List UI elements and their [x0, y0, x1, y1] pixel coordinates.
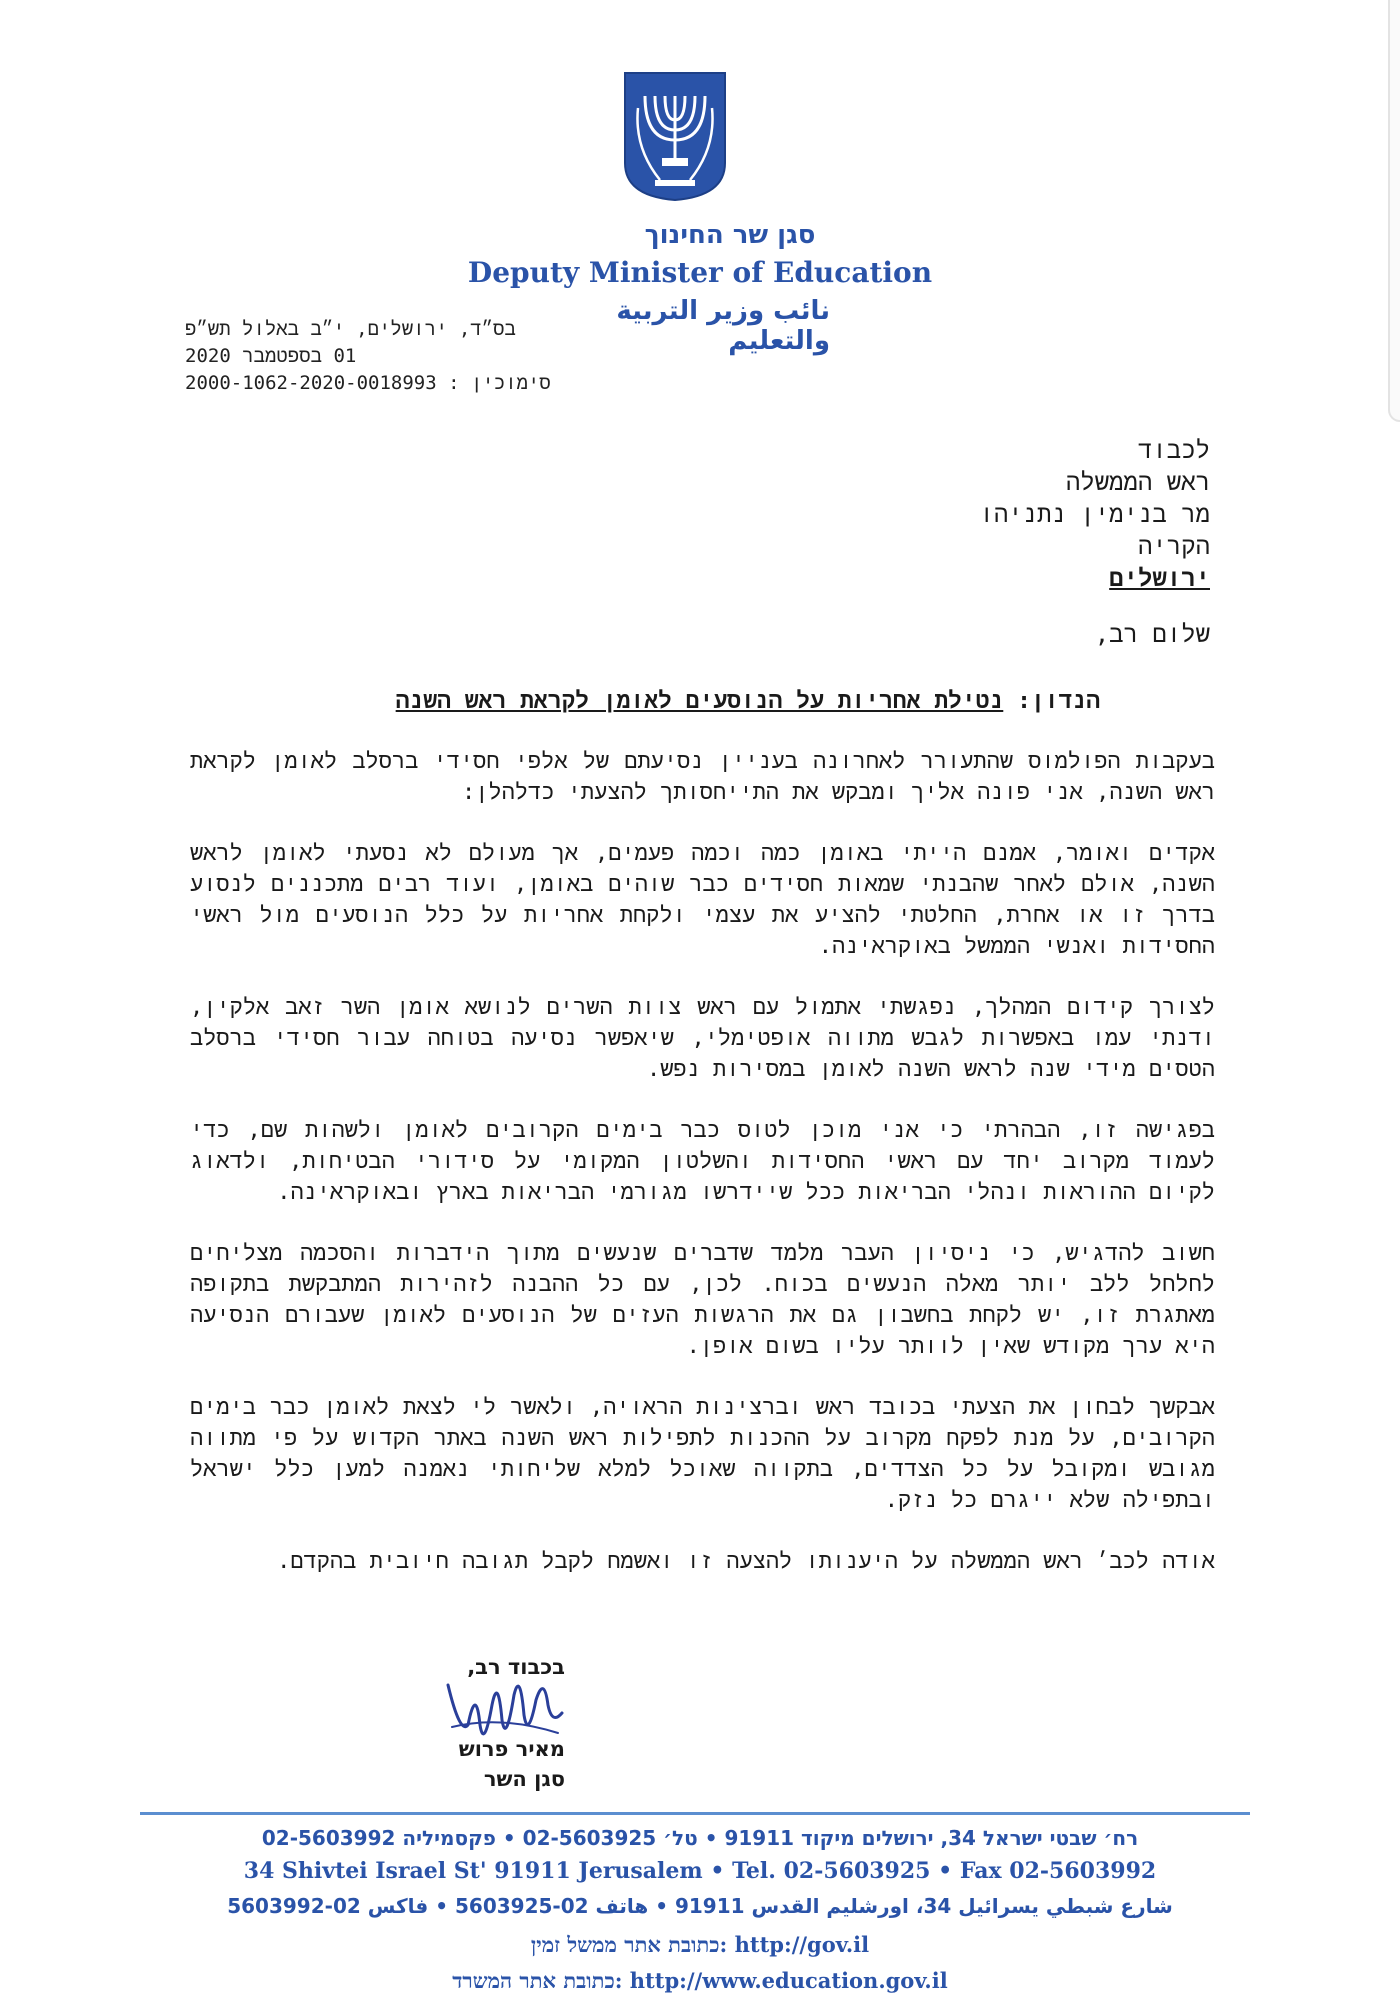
footer-address-hebrew: רח׳ שבטי ישראל 34, ירושלים מיקוד 91911 • טל׳ 02-5603925 • פקסמיליה 02-5603992 [261, 1826, 1139, 1850]
footer-divider [140, 1812, 1250, 1815]
body-paragraph: חשוב להדגיש, כי ניסיון העבר מלמד שדברים שנעשים מתוך הידברות והסכמה מצליחים לחלחל ללב יותר מאלה הנעשים בכוח. לכן, עם כל ההבנה לזהירות המתבקשת בתקופה מאתגרת זו, יש לקחת בחשבון גם את הרגשות העזים של הנוסעים לאומן שעבורם הנסיעה היא ערך מקודש שאין לוותר עליו בשום אופן. [190, 1241, 1215, 1359]
state-emblem-icon [620, 68, 730, 203]
letterhead-title-arabic: نائب وزير التربية والتعليم [616, 296, 830, 356]
body-paragraph: בעקבות הפולמוס שהתעורר לאחרונה בעניין נסיעתם של אלפי חסידי ברסלב לאומן לקראת ראש השנה, אני פונה אליך ומבקש את התייחסותך להצעתי כדלהלן: [190, 749, 1215, 805]
letter-body [190, 746, 1215, 1607]
body-paragraph: אודה לכב׳ ראש הממשלה על היענותו להצעה זו ואשמח לקבל תגובה חיובית בהקדם. [277, 1549, 1215, 1574]
addressee-city: ירושלים [1109, 564, 1210, 592]
addressee-line: לכבוד [1137, 436, 1210, 464]
handwritten-signature-icon [440, 1665, 570, 1760]
greeting: שלום רב, [1094, 620, 1210, 648]
reference-number: סימוכין : 2000-1062-2020-0018993 [185, 372, 551, 394]
body-paragraph: אבקשך לבחון את הצעתי בכובד ראש וברצינות הראויה, ולאשר לי לצאת לאומן כבר בימים הקרובים, על מנת לפקח מקרוב על ההכנות לתפילות ראש השנה באתר הקדוש על פי מתווה מגובש ומקובל על כל הצדדים, בתקווה שאוכל למלא שליחותי נאמנה למען כלל ישראל ובתפילה שלא ייגרם כל נזק. [190, 1395, 1215, 1513]
page-edge-shadow [1388, 0, 1400, 422]
addressee-line: הקריה [1137, 532, 1210, 560]
footer-address-english: 34 Shivtei Israel St' 91911 Jerusalem • Tel. 02-5603925 • Fax 02-5603992 [243, 1858, 1157, 1884]
footer-ministry-link[interactable]: כתובת אתר המשרד: http://www.education.gov.il [452, 1968, 948, 1993]
subject-text: נטילת אחריות על הנוסעים לאומן לקראת ראש השנה [395, 688, 1004, 714]
body-paragraph: לצורך קידום המהלך, נפגשתי אתמול עם ראש צוות השרים לנושא אומן השר זאב אלקין, ודנתי עמו באפשרות לגבש מתווה אופטימלי, שיאפשר נסיעה בטוחה עבור חסידי ברסלב הטסים מידי שנה לראש השנה לאומן במסירות נפש. [190, 995, 1215, 1082]
closing-salutation: בכבוד רב, [467, 1655, 565, 1679]
subject-line [390, 688, 1100, 715]
body-paragraph: אקדים ואומר, אמנם הייתי באומן כמה וכמה פעמים, אך מעולם לא נסעתי לאומן לראש השנה, אולם לאחר שהבנתי שמאות חסידים כבר שוהים באומן, ועוד רבים מתכננים לנסוע בדרך זו או אחרת, החלטתי להציע את עצמי ולקחת אחריות על כלל הנוסעים מול ראשי החסידות ואנשי הממשל באוקראינה. [190, 841, 1215, 959]
letterhead-title-english: Deputy Minister of Education [467, 256, 933, 289]
signer-name: מאיר פרוש [458, 1737, 565, 1761]
gregorian-date: 01 בספטמבר 2020 [185, 345, 357, 367]
subject-label: הנדון: [1017, 688, 1100, 714]
addressee-block [979, 434, 1210, 594]
hebrew-date-line: בס״ד, ירושלים, י״ב באלול תש״פ [185, 318, 516, 340]
addressee-line: ראש הממשלה [1065, 468, 1210, 496]
footer-gov-link[interactable]: כתובת אתר ממשל זמין: http://gov.il [530, 1932, 870, 1957]
footer-address-arabic: شارع شبطي يسرائيل 34، اورشليم القدس 91911 • هاتف 02-5603925 • فاكس 02-5603992 [227, 1894, 1173, 1918]
body-paragraph: בפגישה זו, הבהרתי כי אני מוכן לטוס כבר בימים הקרובים לאומן ולשהות שם, כדי לעמוד מקרוב יחד עם ראשי החסידות והשלטון המקומי על סידורי הבטיחות, ולדאוג לקיום ההוראות ונהלי הבריאות ככל שיידרשו מגורמי הבריאות בארץ ובאוקראינה. [190, 1118, 1215, 1205]
signer-role: סגן השר [483, 1767, 565, 1791]
letterhead-title-hebrew: סגן שר החינוך [644, 220, 816, 250]
addressee-line: מר בנימין נתניהו [979, 500, 1210, 528]
